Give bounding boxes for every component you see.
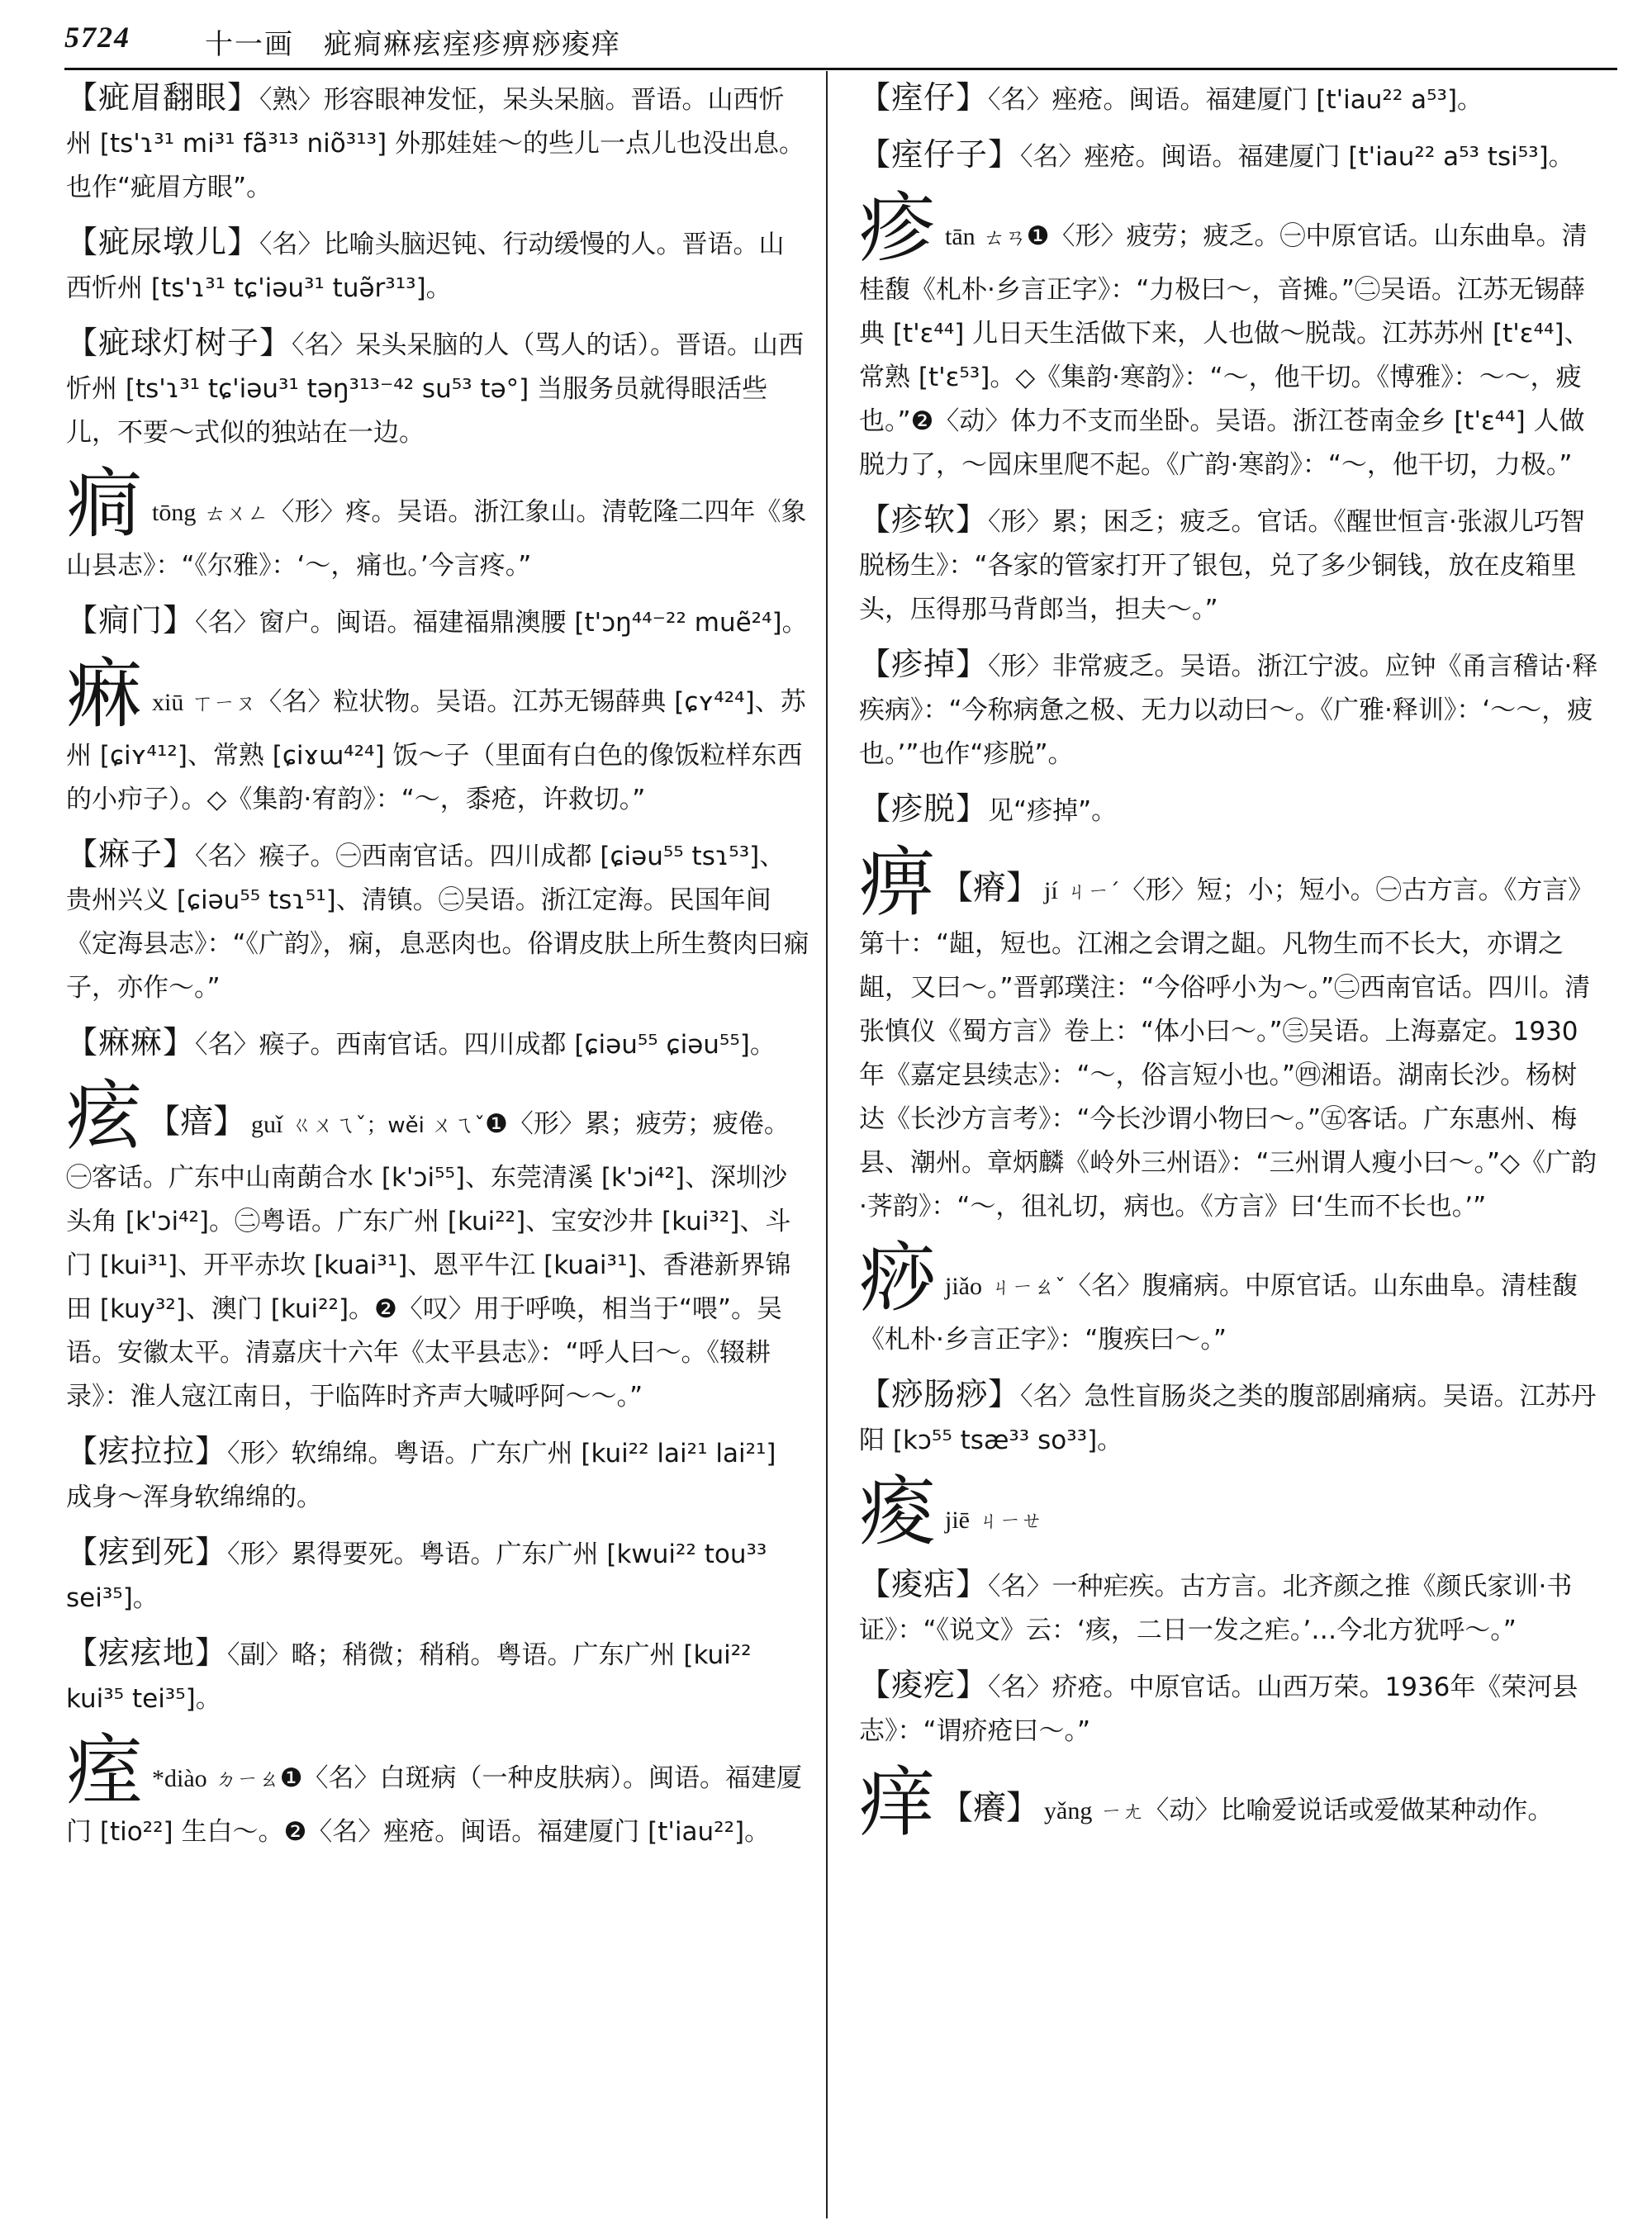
- entry-headword: 【痃到死】: [66, 1534, 228, 1570]
- zhuyin: ㄊㄢ: [983, 225, 1027, 250]
- entry-headword: 【痳痳】: [66, 1024, 196, 1060]
- headword-char: 痠: [859, 1468, 936, 1556]
- header-rule: [64, 68, 1617, 70]
- word-entry: [66, 221, 809, 310]
- entry-headword: 【痃痃地】: [66, 1635, 228, 1671]
- definition-text: 〈名〉呆头呆脑的人（骂人的话）。晋语。山西忻州 [ts'ɿ³¹ tɕ'iəu³¹ təŋ³¹³⁻⁴² su⁵³ tə°] 当服务员就得眼活些儿，不要～式似的独站在一边。: [66, 330, 805, 448]
- char-entry: [66, 1726, 809, 1853]
- definition-text: 〈名〉瘊子。西南官话。四川成都 [ɕiəu⁵⁵ ɕiəu⁵⁵]。: [195, 1030, 776, 1060]
- definition-text: 〈名〉一种疟疾。古方言。北齐颜之推《颜氏家训·书证》：“《说文》云：‘痎，二日一发之疟。’…今北方犹呼～。”: [859, 1572, 1573, 1645]
- word-entry: [66, 76, 809, 209]
- pinyin: jiǎo: [945, 1273, 983, 1300]
- pinyin: guǐ: [251, 1111, 283, 1138]
- char-entry: [859, 184, 1602, 486]
- entry-headword: 【疵球灯树子】: [66, 325, 292, 361]
- right-column: [859, 76, 1602, 2223]
- word-entry: [859, 1373, 1602, 1462]
- char-entry: [859, 1758, 1602, 1847]
- entry-headword: 【痳子】: [66, 836, 196, 872]
- definition-text: 〈动〉比喻爱说话或爱做某种动作。: [1143, 1796, 1554, 1825]
- definition-text: 〈形〉软绵绵。粤语。广东广州 [kui²² lai²¹ lai²¹] 成身～浑身软绵绵的。: [66, 1439, 776, 1512]
- zhuyin: ㄍㄨㄟˇ；wěi ㄨㄟˇ: [291, 1113, 486, 1138]
- char-entry: [66, 650, 809, 821]
- entry-headword: 【痓仔子】: [859, 136, 1021, 173]
- pinyin: xiū: [152, 689, 184, 716]
- pinyin: tān: [945, 223, 976, 250]
- definition-text: 〈副〉略；稍微；稍稍。粤语。广东广州 [kui²² kui³⁵ tei³⁵]。: [66, 1640, 752, 1714]
- variant-form: 【瘖】: [147, 1103, 247, 1141]
- headword-char: 痹: [859, 838, 936, 927]
- definition-text: ❶〈名〉白斑病（一种皮肤病）。闽语。福建厦门 [tio²²] 生白～。❷〈名〉痤疮。闽语。福建厦门 [t'iau²²]。: [66, 1763, 802, 1847]
- zhuyin: ㄊㄨㄥ: [204, 501, 269, 526]
- pinyin: yǎng: [1044, 1797, 1093, 1824]
- headword-char: 痓: [66, 1726, 143, 1815]
- definition-text: ❶〈形〉累；疲劳；疲倦。㊀客话。广东中山南蓢合水 [k'ɔi⁵⁵]、东莞清溪 [k'ɔi⁴²]、深圳沙头角 [k'ɔi⁴²]。㊁粤语。广东广州 [kui²²]、宝安沙井 [kui³²]、斗门 [kui³¹]、开平赤坎 [kuai³¹]、恩平牛江 [kuai³¹]、香港新界锦田 [kuy³²]、澳门 [kui²²]。❷〈叹〉用于呼唤，相当于“喂”。吴语。安徽太平。清嘉庆十六年《太平县志》：“呼人曰～。《辍耕录》：淮人寇江南日，于临阵时齐声大喊呼阿～～。”: [66, 1109, 791, 1412]
- word-entry: [66, 1021, 809, 1066]
- definition-text: 〈名〉腹痛病。中原官话。山东曲阜。清桂馥《札朴·乡言正字》：“腹疾曰～。”: [859, 1271, 1578, 1355]
- entry-headword: 【痃拉拉】: [66, 1433, 228, 1469]
- column-divider: [826, 71, 828, 2218]
- definition-text: 〈形〉非常疲乏。吴语。浙江宁波。应钟《甬言稽诂·释疾病》：“今称病惫之极、无力以动曰～。《广雅·释训》：‘～～，疲也。’”也作“疹脱”。: [859, 652, 1598, 769]
- definition-text: 〈名〉痤疮。闽语。福建厦门 [t'iau²² a⁵³ tsi⁵³]。: [1020, 142, 1574, 172]
- headword-char: 痌: [66, 460, 143, 548]
- definition-text: 〈名〉粒状物。吴语。江苏无锡薛典 [ɕʏ⁴²⁴]、苏州 [ɕiʏ⁴¹²]、常熟 [ɕiɤɯ⁴²⁴] 饭～子（里面有白色的像饭粒样东西的小疖子）。◇《集韵·宥韵》：“～，黍疮，许救切。”: [66, 687, 806, 814]
- variant-form: 【瘠】: [940, 869, 1040, 907]
- word-entry: [66, 321, 809, 454]
- page-header: [64, 15, 1617, 63]
- headword-char: 痳: [66, 650, 143, 738]
- definition-text: 〈名〉急性盲肠炎之类的腹部剧痛病。吴语。江苏丹阳 [kɔ⁵⁵ tsæ³³ so³³]。: [859, 1382, 1597, 1455]
- definition-text: 见“疹掉”。: [988, 796, 1118, 826]
- word-entry: [859, 643, 1602, 776]
- word-entry: [66, 599, 809, 644]
- word-entry: [859, 1663, 1602, 1753]
- entry-headword: 【疹掉】: [859, 646, 989, 682]
- entry-headword: 【疹软】: [859, 501, 989, 538]
- headword-char: 痒: [859, 1758, 936, 1847]
- definition-text: ❶〈形〉疲劳；疲乏。㊀中原官话。山东曲阜。清桂馥《札朴·乡言正字》：“力极曰～，音摊。”㊁吴语。江苏无锡薛典 [t'ɛ⁴⁴] 儿日天生活做下来，人也做～脱哉。江苏苏州 [t'ɛ⁴⁴]、常熟 [t'ɛ⁵³]。◇《集韵·寒韵》：“～，他干切。《博雅》：～～，疲也。”❷〈动〉体力不支而坐卧。吴语。浙江苍南金乡 [t'ɛ⁴⁴] 人做脱力了，～囥床里爬不起。《广韵·寒韵》：“～，他干切，力极。”: [859, 221, 1590, 480]
- char-entry: [66, 460, 809, 587]
- entry-headword: 【疹脱】: [859, 790, 989, 827]
- definition-text: 〈名〉窗户。闽语。福建福鼎澳腰 [t'ɔŋ⁴⁴⁻²² muẽ²⁴]。: [195, 608, 808, 638]
- entry-headword: 【痌门】: [66, 602, 196, 638]
- pinyin: jí: [1044, 877, 1058, 904]
- definition-text: 〈名〉疥疮。中原官话。山西万荣。1936年《荣河县志》：“谓疥疮曰～。”: [859, 1672, 1578, 1746]
- entry-headword: 【疵尿墩儿】: [66, 224, 260, 260]
- definition-text: 〈形〉累；困乏；疲乏。官话。《醒世恒言·张淑儿巧智脱杨生》：“各家的管家打开了银包，兑了多少铜钱，放在皮箱里头，压得那马背郎当，担夫～。”: [859, 507, 1585, 624]
- word-entry: [859, 498, 1602, 631]
- entry-headword: 【痠痁】: [859, 1566, 989, 1602]
- entry-headword: 【痠疙】: [859, 1667, 989, 1703]
- definition-text: 〈形〉短；小；短小。㊀古方言。《方言》第十：“龃，短也。江湘之会谓之龃。凡物生而不长大，亦谓之龃，又曰～。”晋郭璞注：“今俗呼小为～。”㊁西南官话。四川。清张慎仪《蜀方言》卷上：“体小曰～。”㊂吴语。上海嘉定。1930年《嘉定县续志》：“～，俗言短小也。”㊃湘语。湖南长沙。杨树达《长沙方言考》：“今长沙谓小物曰～。”㊄客话。广东惠州、梅县、潮州。章炳麟《岭外三州语》：“三州谓人瘦小曰～。”◇《广韵·荠韵》：“～，徂礼切，病也。《方言》曰‘生而不长也。’”: [859, 875, 1597, 1222]
- headword-char: 痧: [859, 1234, 936, 1322]
- definition-text: 〈形〉累得要死。粤语。广东广州 [kwui²² tou³³ sei³⁵]。: [66, 1540, 767, 1613]
- zhuyin: ㄉㄧㄠ: [215, 1767, 280, 1792]
- left-column: [66, 76, 809, 2223]
- page-number: 5724: [64, 21, 131, 54]
- word-entry: [66, 1631, 809, 1720]
- zhuyin: ㄒㄧㄡ: [192, 691, 257, 716]
- pinyin: *diào: [152, 1765, 207, 1792]
- zhuyin: ㄐㄧˊ: [1066, 880, 1120, 904]
- word-entry: [66, 1430, 809, 1519]
- char-entry: [859, 1234, 1602, 1361]
- definition-text: 〈名〉比喻头脑迟钝、行动缓慢的人。晋语。山西忻州 [ts'ɿ³¹ tɕ'iəu³¹ tuə̃r³¹³]。: [66, 230, 785, 303]
- zhuyin: ㄐㄧㄠˇ: [990, 1275, 1066, 1300]
- zhuyin: ㄐㄧㄝ: [978, 1509, 1043, 1534]
- entry-headword: 【疵眉翻眼】: [66, 79, 260, 116]
- header-title: 十一画 疵痌痳痃痓疹痹痧痠痒: [205, 28, 621, 61]
- word-entry: [859, 787, 1602, 833]
- word-entry: [66, 1530, 809, 1620]
- variant-form: 【癢】: [940, 1789, 1040, 1827]
- pinyin: jiē: [945, 1506, 971, 1534]
- word-entry: [859, 133, 1602, 178]
- word-entry: [66, 833, 809, 1009]
- headword-char: 疹: [859, 184, 936, 273]
- pinyin: tōng: [152, 499, 197, 526]
- definition-text: 〈名〉瘊子。㊀西南官话。四川成都 [ɕiəu⁵⁵ tsɿ⁵³]、贵州兴义 [ɕiəu⁵⁵ tsɿ⁵¹]、清镇。㊁吴语。浙江定海。民国年间《定海县志》：“《广韵》，痫，息恶肉也。俗谓皮肤上所生赘肉曰痫子，亦作～。”: [66, 842, 809, 1003]
- definition-text: 〈形〉疼。吴语。浙江象山。清乾隆二四年《象山县志》：“《尔雅》：‘～，痛也。’今言疼。”: [66, 497, 807, 581]
- char-entry: [66, 1072, 809, 1418]
- entry-headword: 【痧肠痧】: [859, 1376, 1021, 1412]
- zhuyin: ㄧㄤ: [1100, 1800, 1144, 1824]
- definition-text: 〈熟〉形容眼神发怔，呆头呆脑。晋语。山西忻州 [ts'ɿ³¹ mi³¹ fã³¹³ niõ³¹³] 外那娃娃～的些儿一点儿也没出息。也作“疵眉方眼”。: [66, 85, 805, 202]
- word-entry: [859, 76, 1602, 121]
- char-entry: [859, 1468, 1602, 1556]
- definition-text: 〈名〉痤疮。闽语。福建厦门 [t'iau²² a⁵³]。: [988, 85, 1483, 115]
- entry-headword: 【痓仔】: [859, 79, 989, 116]
- headword-char: 痃: [66, 1072, 143, 1160]
- char-entry: [859, 838, 1602, 1228]
- word-entry: [859, 1563, 1602, 1652]
